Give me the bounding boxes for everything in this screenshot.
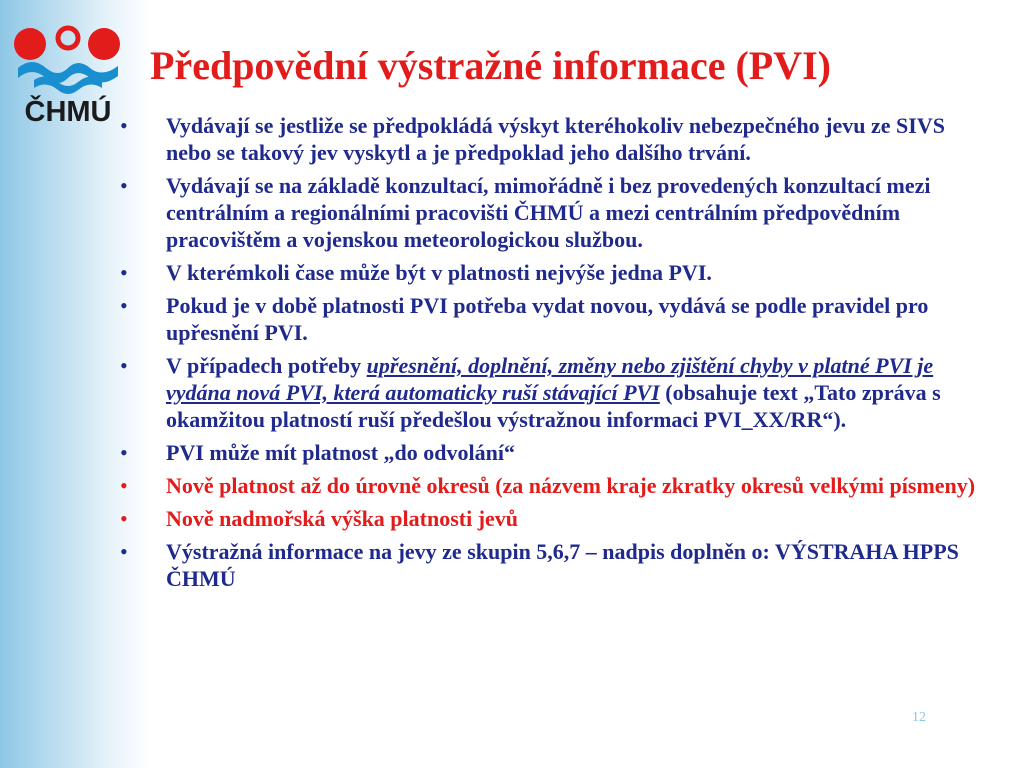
- chmu-logo: [12, 22, 124, 130]
- logo-text: ČHMÚ: [24, 96, 112, 128]
- list-item-highlight: • Nově platnost až do úrovně okresů (za názvem kraje zkratky okresů velkými písmeny): [120, 473, 976, 498]
- list-item: • Vydávají se na základě konzultací, mimořádně i bez provedených konzultací mezi centrálním a regionálními pracovišti ČHMÚ a mezi centrálním předpovědním pracovištěm a vojenskou meteorologickou službou.: [120, 173, 931, 252]
- list-item: • V kterémkoli čase může být v platnosti nejvýše jedna PVI.: [120, 260, 712, 285]
- list-item-highlight: • Nově nadmořská výška platnosti jevů: [120, 506, 519, 531]
- page-number: 12: [912, 710, 926, 725]
- emphasized-text: upřesnění, doplnění, změny nebo zjištění chyby v platné PVI je vydána nová PVI, která automaticky ruší stávající PVI: [166, 353, 934, 405]
- bullet-list: [118, 112, 988, 598]
- list-item: • Pokud je v době platnosti PVI potřeba vydat novou, vydává se podle pravidel pro upřesnění PVI.: [120, 293, 929, 345]
- list-item: • Výstražná informace na jevy ze skupin 5,6,7 – nadpis doplněn o: VÝSTRAHA HPPS ČHMÚ: [120, 539, 959, 591]
- logo-emblem-icon: [12, 22, 124, 102]
- page-title: Předpovědní výstražné informace (PVI): [150, 43, 831, 88]
- list-item: • PVI může mít platnost „do odvolání“: [120, 440, 515, 465]
- list-item: • V případech potřeby upřesnění, doplnění, změny nebo zjištění chyby v platné PVI je vydána nová PVI, která automaticky ruší stávající PVI (obsahuje text „Tato zpráva s okamžitou platností ruší předešlou výstražnou informaci PVI_XX/RR“).: [120, 353, 941, 432]
- list-item: • Vydávají se jestliže se předpokládá výskyt kteréhokoliv nebezpečného jevu ze SIVS nebo se takový jev vyskytl a je předpoklad jeho dalšího trvání.: [120, 113, 945, 165]
